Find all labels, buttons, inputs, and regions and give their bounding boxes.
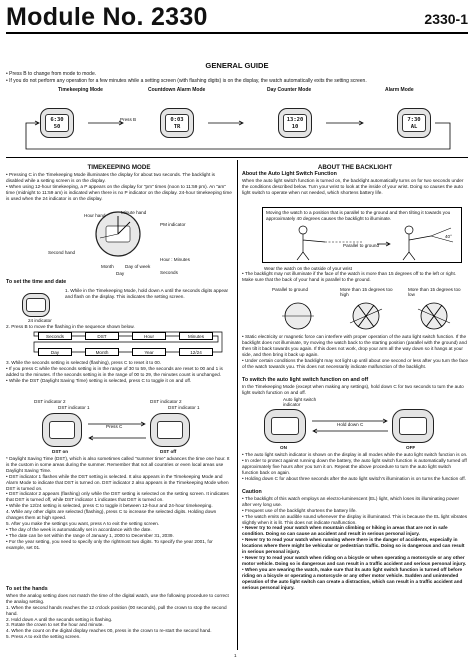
seq-hour: Hour [132,332,166,340]
label-pm-indicator: PM indicator [160,222,186,227]
hands-step-1: 1. When the second hands reaches the 12 o'clock position (00 seconds), pull the crown to stop the second hand. [6,604,227,616]
seq-12-24: 12/24 [179,348,213,356]
label-dst2-a: DST indicator 2 [34,399,66,404]
dst-off-caption: DST off [160,449,177,454]
label-seconds: Seconds [160,270,178,275]
seq-year: Year [132,348,166,356]
tk-p1: • Pressing C in the Timekeeping Mode illuminates the display for about two seconds. The backlight is disabled while a setting screen is on the display. [6,172,215,183]
seq-minutes: Minutes [179,332,213,340]
caution-block [242,490,468,590]
caption-too-high: More than 15 degrees too high [340,287,393,297]
timekeeping-text [6,172,232,202]
note-6: 5. After you make the settings you want, press A to exit the setting screen. [6,520,160,526]
lcd-dst-on [49,421,75,439]
off-caption: OFF [406,445,416,450]
label-parallel: Parallel to ground [343,243,380,248]
watch-day-counter [278,108,312,138]
mode-label-day-counter: Day Counter Mode [267,87,312,93]
press-b-label: Press B [120,117,137,122]
hold-down-c: Hold down C [337,422,364,427]
backlight-notes-2 [242,334,468,369]
seq-day: Day [38,348,72,356]
watch-alarm [397,108,431,138]
label-second-hand: Second hand [48,250,76,255]
label-month: Month [101,264,114,269]
page-number: 1 [234,653,237,658]
mode-label-alarm: Alarm Mode [385,87,414,93]
label-hour-minutes: Hour : Minutes [160,257,190,262]
watch-timekeeping [40,108,74,138]
note-3: • DST indicator 2 appears (flashing) only while the DST setting is selected on the setting screen. It indicates that DST is turned off, while DST indicator 1 indicates that DST is turned on. [6,491,229,503]
tilt-box-text: Moving the watch to a position that is parallel to the ground and then tilting it towards you approximately 40 degrees causes the backlight to illuminate. [266,210,451,221]
label-24-indicator: 24 indicator [28,318,52,323]
caution-1: • The backlight of this watch employs an electro-luminescent (EL) light, which loses its illuminating power after very long use. [242,495,460,507]
hands-heading: To set the hands [6,586,48,592]
hands-intro: When the analog setting does not match the time of the digital watch, use the following procedure to correct the analog setting. [6,592,229,604]
switch-block [242,378,468,396]
seq-month: Month [85,348,119,356]
caption-parallel: Parallel to ground [272,287,309,292]
general-guide-heading: GENERAL GUIDE [205,61,269,70]
lcd-timekeeping: 6:30 50 [45,114,69,132]
caption-too-low: More than 15 degrees too low [408,287,461,297]
backlight-heading: ABOUT THE BACKLIGHT [317,164,393,171]
caution-heading: Caution [242,489,262,495]
backlight-note-1: • The backlight may not illuminate if the face of the watch is more than 15 degrees off to the left or right. Make sure that the back of your hand is parallel to the ground. [242,271,457,282]
set-time-heading: To set the time and date [6,279,67,285]
warning-1: • Never try to read your watch when mountain climbing or hiking in areas that are not in safe condition. Doing so can cause an accident and result in serious personal injury. [242,525,448,537]
tilt-illustration [263,222,461,262]
timekeeping-heading: TIMEKEEPING MODE [87,164,151,171]
page-code: 2330-1 [424,11,468,27]
label-dst1-a: DST indicator 1 [58,405,90,410]
tilt-box [262,207,462,263]
mode-flow-diagram [20,93,460,155]
general-bullet-1: • Press B to change from mode to mode. [6,71,97,77]
note-1: * Daylight Saving Time (DST), which is also sometimes called "summer time" advances the time one hour. It is the custom in some areas during the summer. Remember that not all countries or even local areas use Daylight Saving Time. [6,456,230,473]
note-5: 4. While any other digits are selected (flashing), press C to increase the selected digits. Holding down changes them at high speed. [6,509,217,521]
hands-step-2: 2. Hold down A until the seconds setting is flashing. [6,616,113,622]
lcd-light-on [271,417,299,435]
wear-note: Wear the watch on the outside of your wrist [264,266,353,271]
warning-4: • When you are wearing the watch, make sure that its auto light switch function is turned off before riding on a bicycle or operating a motorcycle or any other motor vehicle. Sudden and unintended operation of the auto light switch can create a distraction, which can result in a traffic accident and serious personal injury. [242,566,463,590]
watch-dst-off [150,413,190,447]
step-3-block [6,360,232,384]
note-8: • The date can be set within the range of January 1, 2000 to December 31, 2039. [6,532,174,538]
watch-setting [22,293,50,317]
switch-heading: To switch the auto light switch function on and off [242,377,369,383]
note-7: • The day of the week is automatically set in accordance with the date. [6,526,152,532]
lcd-alarm: 7:30 AL [402,114,426,132]
switch-note-2: • In order to protect against running down the battery, the auto light switch function is automatically turned off approximately five hours after you turn it on. Repeat the above procedure to turn the auto light switch function back on again. [242,457,467,475]
switch-text: In the Timekeeping Mode (except when making any settings), hold down C for two seconds to turn the auto light switch function on and off. [242,383,464,395]
step-3c: • While the DST (Daylight Saving Time) setting is selected, press C to toggle it on and off. [6,377,192,383]
warning-3: • Never try to read your watch when riding on a bicycle or when operating a motorcycle or any other motor vehicle. Doing so is dangerous and can result in a traffic accident and serious personal injury. [242,554,467,566]
switch-arrows [310,418,390,434]
step-1: 1. While in the Timekeeping Mode, hold down A until the seconds digits appear and flash on the display. This indicates the setting screen. [65,288,229,299]
lcd-countdown: 0:03 TR [165,114,189,132]
dst-notes [6,456,232,551]
backlight-note-3: • Under certain conditions the backlight may not light up until about one second or less after you turn the face of the watch towards you. This does not necessarily indicate malfunction of the backlight. [242,357,468,369]
hands-step-4: 4. When the count on the digital display reaches 00, press in the crown to re-start the second hand. [6,628,212,634]
switch-note-1: • The auto light switch indicator is shown on the display in all modes while the auto light switch function is on. [242,452,468,457]
note-4: • While the 12/24 setting is selected, press C to toggle it between 12-hour and 24-hour timekeeping. [6,503,213,509]
label-minute-hand: Minute hand [121,210,147,215]
mode-label-countdown: Countdown Alarm Mode [148,87,206,93]
lcd-day-counter: 13:20 10 [283,114,307,132]
seq-dst: DST [85,332,119,340]
backlight-note-2: • Static electricity or magnetic force can interfere with proper operation of the auto light switch function. If the backlight does not illuminate, try moving the watch back to the starting position (parallel with the ground) and then tilt it back towards you again. If this does not work, drop your arm all the way down so it hangs at your side, and then bring it back up again. [242,334,467,357]
dst-toggle-arrows [86,420,148,442]
label-dst1-b: DST indicator 1 [168,405,200,410]
watch-countdown [160,108,194,138]
label-auto-light-indicator: Auto light switch indicator [283,397,317,407]
step-2: 2. Press B to move the flashing in the sequence shown below. [6,324,135,329]
switch-note-3: • Holding down C for about three seconds after the auto light switch's illumination is on turns the function off. [242,475,466,481]
header-rule [6,32,468,34]
label-day-of-week: Day of week [125,264,151,269]
seq-seconds: Seconds [38,332,72,340]
sequence-arrows [30,330,230,360]
label-dst2-b: DST indicator 2 [150,399,182,404]
section-rule [6,157,468,158]
watch-light-off [392,409,434,443]
hands-block [6,587,232,640]
label-40-degrees: 40° [445,234,452,239]
watch-dst-on [42,413,82,447]
lcd-setting [26,298,46,312]
note-9: • For the year setting, you need to specify only the rightmost two digits. To specify the year 2001, for example, set 01. [6,538,213,550]
caution-3: • The watch emits an audible sound whenever the display is illuminated. This is because the EL light vibrates slightly when it is lit. This does not indicate malfunction. [242,513,468,525]
column-divider [237,160,238,650]
page-header [6,3,468,30]
step-3b: • If you press C while the seconds setting is in the range of 30 to 59, the seconds are reset to 00 and 1 is added to the minutes. If the seconds setting is in the range of 00 to 29, the minutes count is unchanged. [6,365,223,377]
lcd-light-off [399,417,427,435]
angle-illustrations [262,299,468,333]
label-hour-hand: Hour hand [84,213,106,218]
hands-step-3: 3. Rotate the crown to set the hour and minute. [6,622,104,628]
auto-light-text: When the auto light switch function is turned on, the backlight automatically turns on for two seconds under the conditions described below. Turn your wrist to look at the inside of your wrist. Doing so causes the auto light switch to operate when not needed, which shortens battery life. [242,177,464,195]
auto-light-heading: About the Auto Light Switch Function [242,171,337,177]
warning-2: • Never try to read your watch when running where there is the danger of accidents, especially in locations where there might be vehicular or pedestrian traffic. Doing so is dangerous and can result in serious personal injury. [242,537,465,555]
press-c-dst: Press C [106,424,123,429]
caution-2: • Frequent use of the backlight shortens the battery life. [242,507,357,513]
module-title: Module No. 2330 [6,3,208,31]
switch-notes [242,452,468,482]
hands-step-5: 5. Press A to exit the setting screen. [6,634,81,640]
tk-p2: • When using 12-hour timekeeping, a P appears on the display for "pm" times (noon to 11:59 pm). An "am" time (midnight to 11:59 am) is indicated when there is no P indicator on the display. 24-hour timekeeping time is used when the 24 indicator is on the display. [6,183,232,201]
lcd-dst-off [157,421,183,439]
step-3: 3. While the seconds setting is selected (flashing), press C to reset it to 00. [6,360,162,365]
dst-on-caption: DST on [52,449,69,454]
mode-label-timekeeping: Timekeeping Mode [58,87,103,93]
label-day: Day [116,271,125,276]
on-caption: ON [280,445,287,450]
note-2: • DST indicator 1 flashes while the DST setting is selected. It also appears in the Timekeeping Mode and Alarm Mode to indicate that DST is turned on. DST indicator 2 also appears in the Timekeeping Mode when DST is turned on. [6,473,229,491]
watch-light-on [264,409,306,443]
auto-light-block [242,172,468,196]
general-bullet-2: • If you do not perform any operation for a few minutes while a setting screen (with flashing digits) is on the display, the watch automatically exits the setting screen. [6,78,367,84]
